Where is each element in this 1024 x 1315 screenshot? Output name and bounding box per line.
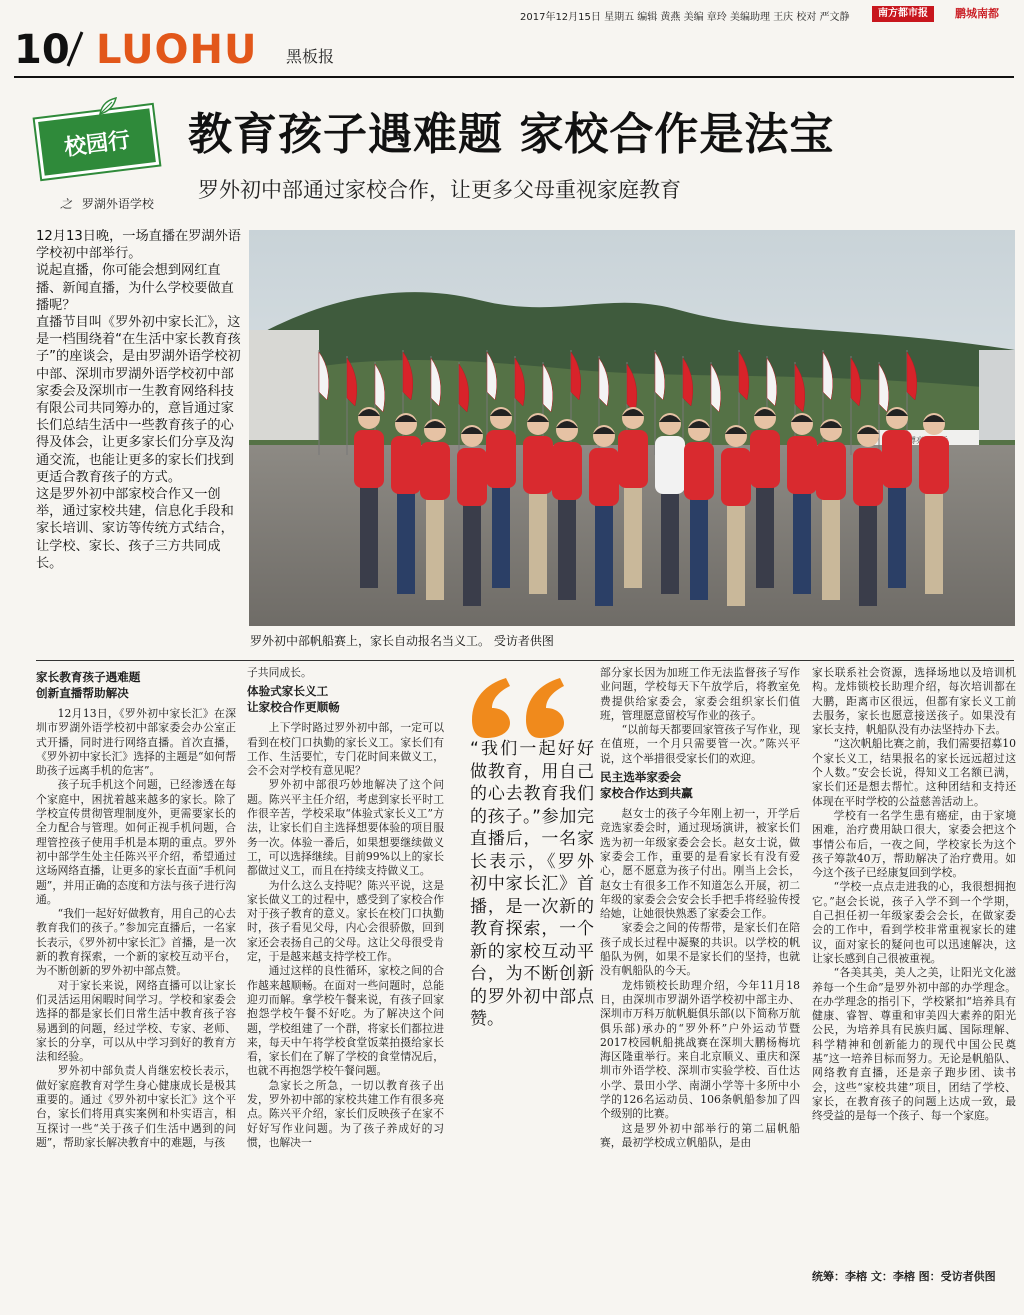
section-title: LUOHU <box>96 27 258 73</box>
heading-line: 家长教育孩子遇难题 <box>36 670 141 684</box>
paragraph: 孩子玩手机这个问题，已经渗透在每个家庭中，困扰着越来越多的家长。除了学校宣传贯彻管理制度外，更需要家长的全力配合与管理。如何正视手机问题，合理管控孩子使用手机是本期的重点。罗外初中部学生处主任陈兴平介绍，希望通过这场网络直播，让更多的家长直面“手机问题”，并用正确的态度和方法与孩子进行沟通。 <box>36 778 236 906</box>
paragraph: 部分家长因为加班工作无法监督孩子写作业问题，学校每天下午放学后，将教室免费提供给家委会，家委会组织家长们值班，管理愿意留校写作业的孩子。 <box>600 666 800 722</box>
paragraph: 学校有一名学生患有癌症，由于家境困难，治疗费用缺口很大，家委会把这个事情公布后，一夜之间，学校家长为这个孩子筹款40万，帮助解决了治疗费用。如今这个孩子已经康复回到学校。 <box>812 808 1016 880</box>
paragraph: 急家长之所急，一切以教育孩子出发，罗外初中部的家校共建工作有很多亮点。陈兴平介绍，家长们反映孩子在家不好好写作业问题。为了孩子养成好的习惯，也解决一 <box>247 1078 444 1149</box>
heading-line: 民主选举家委会 <box>600 770 682 785</box>
paragraph: “这次帆船比赛之前，我们需要招募10个家长义工，结果报名的家长远远超过这个人数。”安会长说，得知义工名额已满，家长们还是想去帮忙。这种团结和支持还体现在平时学校的公益慈善活动上。 <box>812 737 1016 808</box>
paragraph: “我们一起好好做教育，用自己的心去教育我们的孩子。”参加完直播后，一名家长表示，《罗外初中家长汇》首播，是一次新的教育探索，一个新的家校互动平台，为不断创新的罗外初中部点赞。 <box>36 907 236 978</box>
section-subtitle: 黑板报 <box>286 47 335 66</box>
heading-line: 家校合作达到共赢 <box>600 785 693 800</box>
intro-paragraph: 直播节目叫《罗外初中家长汇》，这是一档围绕着“在生活中家长教育孩子”的座谈会，是由罗湖外语学校初中部、深圳市罗湖外语学校初中部家委会及深圳市一生教育网络科技有限公司共同筹办的，意旨通过家长们总结生活中一些教育孩子的心得及体会，让更多家长们分享及沟通交流，也能让更多的家长们找到更适合教育孩子的方式。 <box>36 315 241 485</box>
column-badge <box>35 105 159 179</box>
paragraph: 为什么这么支持呢？陈兴平说，这是家长做义工的过程中，感受到了家校合作对于孩子教育的意义。家长在校门口执勤时，孩子看见父母，内心会很骄傲，回到家还会表扬自己的父母。这让父母很受肯定，于是越来越支持学校工作。 <box>247 878 444 964</box>
paragraph: 上下学时路过罗外初中部，一定可以看到在校门口执勤的家长义工。家长们有工作、生活要忙，专门花时间来做义工，会不会对学校有意见呢？ <box>247 721 444 778</box>
heading-line: 体验式家长义工 <box>247 684 329 699</box>
slash-divider <box>62 26 86 70</box>
article-column-1 <box>36 666 236 1306</box>
photo-stand <box>249 330 319 440</box>
newspaper-logo: 南方都市报 <box>872 6 934 22</box>
byline <box>60 195 154 212</box>
page-number: 10 <box>14 27 70 73</box>
paragraph: “学校一点点走进我的心，我很想拥抱它。”赵会长说，孩子入学不到一个学期，自己担任初一年级家委会会长，在做家委会的工作中，看到学校非常重视家长的建议，面对家长的疑问也可以迅速解决，这让家长感到自己很被重视。 <box>812 880 1016 965</box>
paragraph: “以前每天都要回家管孩子写作业，现在值班，一个月只需要管一次。”陈兴平说，这个举措很受家长们的欢迎。 <box>600 723 800 765</box>
credits: 统筹：李榕 文：李榕 图：受访者供图 <box>812 1270 996 1283</box>
section-heading <box>247 684 444 715</box>
badge-label: 校园行 <box>62 127 132 161</box>
masthead <box>0 0 1024 78</box>
pull-quote: “我们一起好好做教育，用自己的心去教育我们的孩子。”参加完直播后，一名家长表示，《罗外初中家长汇》首播，是一次新的教育探索，一个新的家校互动平台，为不断创新的罗外初中部点赞。 <box>470 739 594 1029</box>
paragraph: 罗外初中部负责人肖继宏校长表示，做好家庭教育对学生身心健康成长是极其重要的。通过《罗外初中家长汇》这个平台，家长们将用真实案例和朴实语言，相互探讨一些“关于孩子们生活中遇到的问题”，帮助家长解决教育中的难题，与孩 <box>36 1064 236 1149</box>
headline: 教育孩子遇难题 家校合作是法宝 <box>188 109 835 160</box>
photo-building <box>979 350 1015 440</box>
byline-school: 罗湖外语学校 <box>81 197 154 211</box>
paragraph: 通过这样的良性循环，家校之间的合作越来越顺畅。在面对一些问题时，总能迎刃而解。拿学校午餐来说，有孩子回家抱怨学校午餐不好吃。为了解决这个问题，学校组建了一个群，将家长们都拉进来，每天中午将学校食堂饭菜拍摄给家长看，家长们在了解了学校的食堂情况后，也就不再抱怨学校午餐问题。 <box>247 964 444 1078</box>
paragraph: 这是罗外初中部举行的第二届帆船赛，最初学校成立帆船队，是由 <box>600 1121 800 1149</box>
paragraph: “各美其美，美人之美，让阳光文化滋养每一个生命”是罗外初中部的办学理念。在办学理念的指引下，学校紧扣“培养具有健康、睿智、尊重和审美四大素养的阳光公民，为培养具有民族归属、国际理解、科学精神和创新能力的现代中国公民奠基”这一培养目标而努力。无论是帆船队、网络教育直播，还是亲子跑步团、读书会，这些“家校共建”项目，团结了学校、家长，在教育孩子的问题上达成一致，最终受益的是每一个孩子、每一个家庭。 <box>812 966 1016 1123</box>
paragraph: 12月13日，《罗外初中家长汇》在深圳市罗湖外语学校初中部家委会办公室正式开播，同时进行网络直播。首次直播，《罗外初中家长汇》选择的主题是“如何帮助孩子远离手机的危害”。 <box>36 707 236 778</box>
double-quote-icon <box>472 676 582 744</box>
paragraph: 家委会之间的传帮带，是家长们在陪孩子成长过程中凝聚的共识。以学校的帆船队为例，如果不是家长们的坚持，也就没有帆船队的今天。 <box>600 921 800 978</box>
intro-paragraph: 说起直播，你可能会想到网红直播、新闻直播，为什么学校要做直播呢？ <box>36 263 234 313</box>
top-rule <box>14 76 1014 78</box>
paragraph: 赵女士的孩子今年刚上初一，开学后竞选家委会时，通过现场演讲，被家长们选为初一年级家委会会长。赵女士说，做家委会工作，重要的是看家长有没有爱心，愿不愿意为孩子付出。刚当上会长，赵女士有很多工作不知道怎么开展，初二年级的家委会会安会长手把手将经验传授给她，让她很快熟悉了家委会工作。 <box>600 807 800 921</box>
article-column-4 <box>600 666 800 1306</box>
middle-rule <box>36 660 1014 661</box>
byline-prefix: 之 <box>60 197 73 211</box>
paragraph: 家长联系社会资源，选择场地以及培训机构。龙炜锁校长助理介绍，每次培训都在大鹏，距离市区很远，但都有家长义工前去服务，家长也愿意接送孩子。如果没有家长支持，帆船队没有办法坚持办下去。 <box>812 666 1016 737</box>
article-column-2 <box>247 666 444 1306</box>
app-logo: 鹏城南都 <box>955 7 999 20</box>
intro-paragraph: 12月13日晚，一场直播在罗湖外语学校初中部举行。 <box>36 229 241 262</box>
heading-line: 创新直播帮助解决 <box>36 685 129 700</box>
section-heading <box>600 770 800 801</box>
paragraph: 子共同成长。 <box>247 666 312 679</box>
leaf-icon <box>96 96 120 116</box>
subheadline: 罗外初中部通过家校合作，让更多父母重视家庭教育 <box>198 178 681 202</box>
article-column-5 <box>812 666 1016 1306</box>
intro-paragraph: 这是罗外初中部家校合作又一创举，通过家校共建，信息化手段和家长培训、家访等传统方式结合，让学校、家长、孩子三方共同成长。 <box>36 487 234 571</box>
heading-line: 让家校合作更顺畅 <box>247 699 340 714</box>
issue-info: 2017年12月15日 星期五 编辑 黄燕 美编 章玲 美编助理 王庆 校对 严文静 <box>520 12 850 23</box>
paragraph: 对于家长来说，网络直播可以让家长们灵活运用闲暇时间学习。学校和家委会选择的都是家长们日常生活中教育孩子容易遇到的问题，经过学校、专家、老师、家长的分享，可以从中学习到好的教育方法和经验。 <box>36 978 236 1064</box>
paragraph: 罗外初中部很巧妙地解决了这个问题。陈兴平主任介绍，考虑到家长平时工作很辛苦，学校采取“体验式家长义工”方法，让家长们自主选择想要体验的项目服务一次。体验一番后，如果想要继续做义工，可以选择继续。目前99%以上的家长都做过义工，而且在持续支持做义工。 <box>247 778 444 878</box>
event-photo <box>249 230 1015 626</box>
section-heading <box>36 670 236 701</box>
photo-caption: 罗外初中部帆船赛上，家长自动报名当义工。 受访者供图 <box>250 634 554 648</box>
paragraph: 龙炜锁校长助理介绍，今年11月18日，由深圳市罗湖外语学校初中部主办、深圳市万科万航帆艇俱乐部(以下简称万航俱乐部)承办的“罗外杯”户外运动节暨2017校园帆船挑战赛在深圳大鹏杨梅坑海区隆重举行。来自北京顺义、重庆和深圳市外语学校、深圳市实验学校、百仕达小学、景田小学、南湖小学等十多所中小学的126名运动员、106条帆船参加了四个级别的比赛。 <box>600 978 800 1121</box>
intro-column <box>36 228 242 572</box>
